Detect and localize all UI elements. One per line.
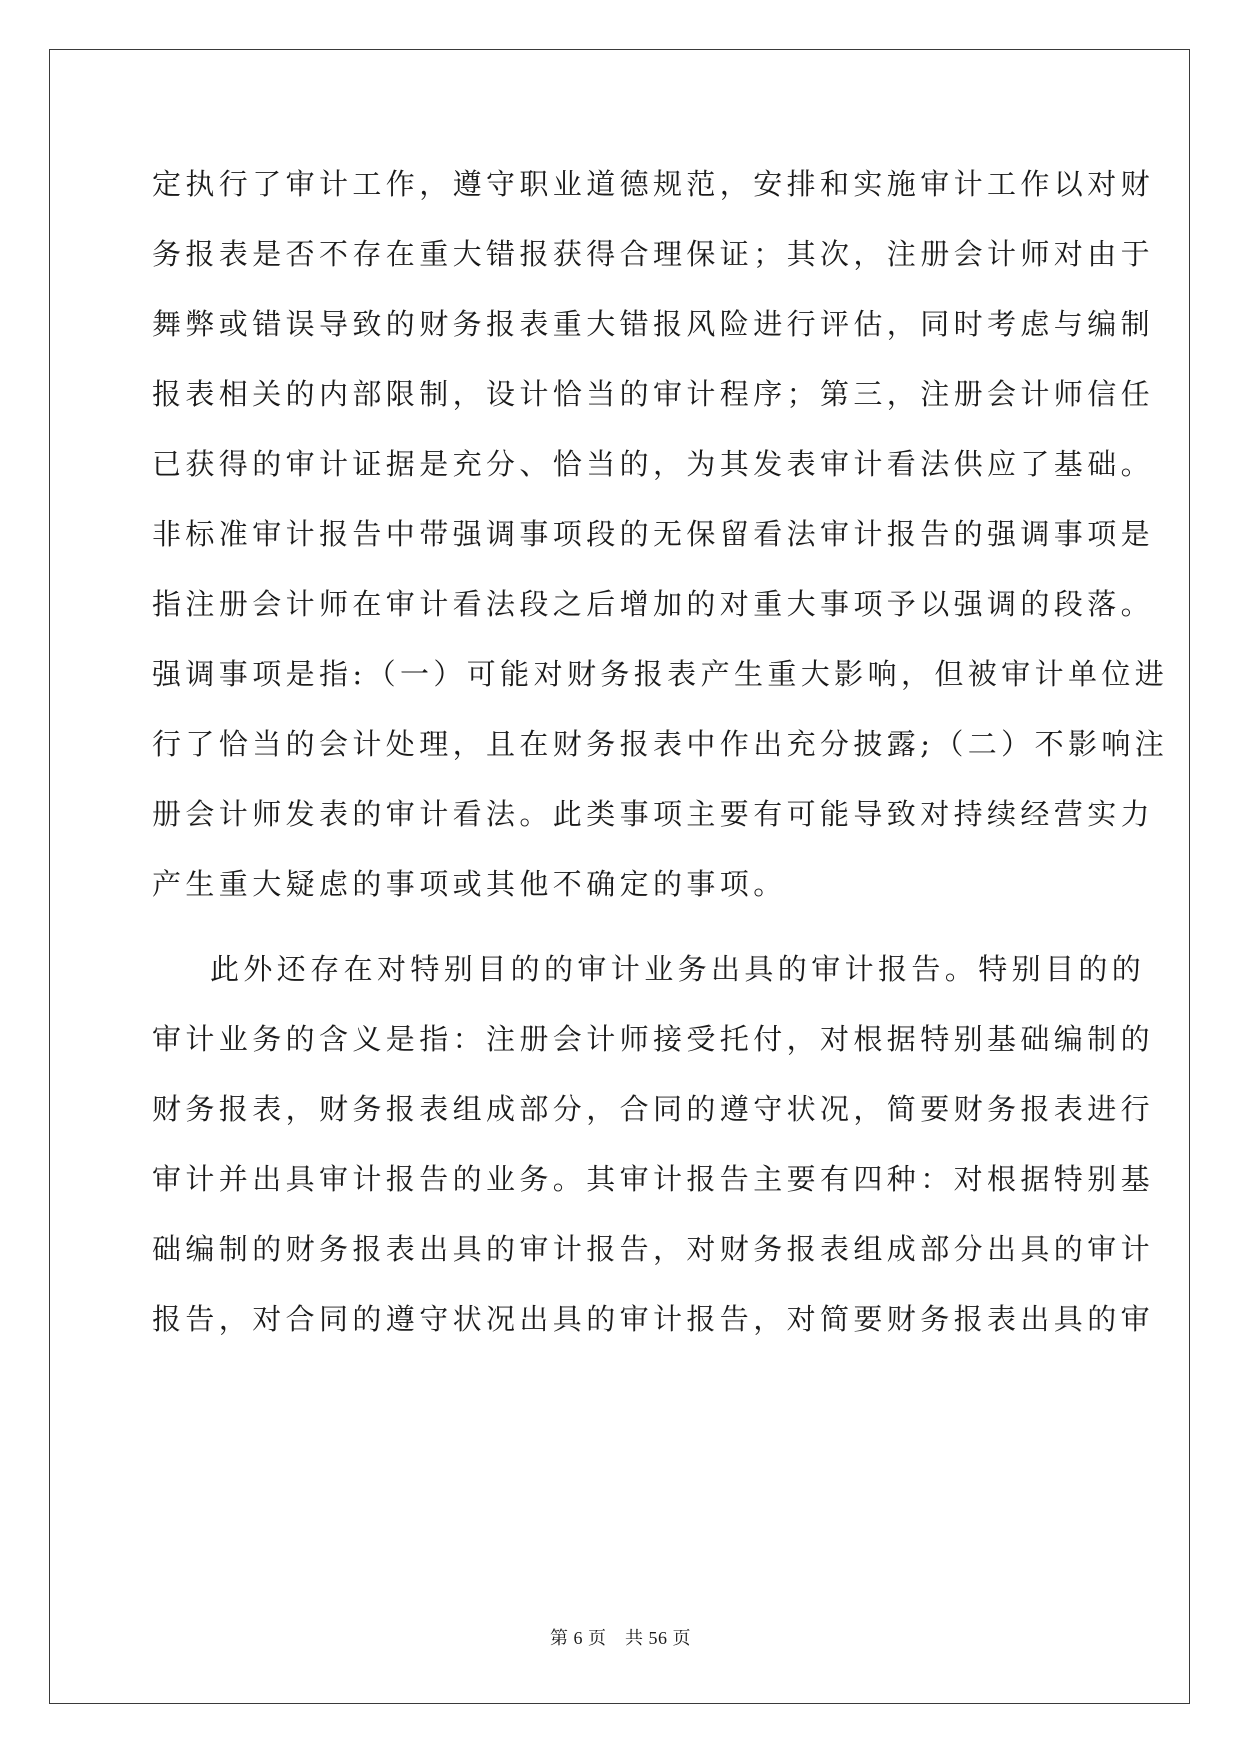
- text-line: 非标准审计报告中带强调事项段的无保留看法审计报告的强调事项是: [152, 517, 1155, 551]
- page-number-footer: 第 6 页 共 56 页: [550, 1628, 691, 1648]
- text-line: 定执行了审计工作，遵守职业道德规范，安排和实施审计工作以对财: [152, 167, 1155, 201]
- text-line: 产生重大疑虑的事项或其他不确定的事项。: [152, 867, 787, 901]
- text-line: 审计业务的含义是指：注册会计师接受托付，对根据特别基础编制的: [152, 1022, 1155, 1056]
- text-line: 报告，对合同的遵守状况出具的审计报告，对简要财务报表出具的审: [152, 1302, 1155, 1336]
- text-line: 行了恰当的会计处理，且在财务报表中作出充分披露;（二）不影响注: [152, 727, 1169, 761]
- text-line: 舞弊或错误导致的财务报表重大错报风险进行评估，同时考虑与编制: [152, 307, 1155, 341]
- text-line: 审计并出具审计报告的业务。其审计报告主要有四种：对根据特别基: [152, 1162, 1155, 1196]
- document-body: [152, 158, 1169, 1363]
- text-line: 强调事项是指:（一）可能对财务报表产生重大影响，但被审计单位进: [152, 657, 1169, 691]
- text-line: 务报表是否不存在重大错报获得合理保证；其次，注册会计师对由于: [152, 237, 1155, 271]
- text-line: 已获得的审计证据是充分、恰当的，为其发表审计看法供应了基础。: [152, 447, 1155, 481]
- text-line: 册会计师发表的审计看法。此类事项主要有可能导致对持续经营实力: [152, 797, 1155, 831]
- text-line: 报表相关的内部限制，设计恰当的审计程序；第三，注册会计师信任: [152, 377, 1155, 411]
- text-line: 财务报表，财务报表组成部分，合同的遵守状况，简要财务报表进行: [152, 1092, 1155, 1126]
- paragraph-first-line: 此外还存在对特别目的的审计业务出具的审计报告。特别目的的: [210, 952, 1146, 986]
- text-line: 指注册会计师在审计看法段之后增加的对重大事项予以强调的段落。: [152, 587, 1155, 621]
- text-line: 础编制的财务报表出具的审计报告，对财务报表组成部分出具的审计: [152, 1232, 1155, 1266]
